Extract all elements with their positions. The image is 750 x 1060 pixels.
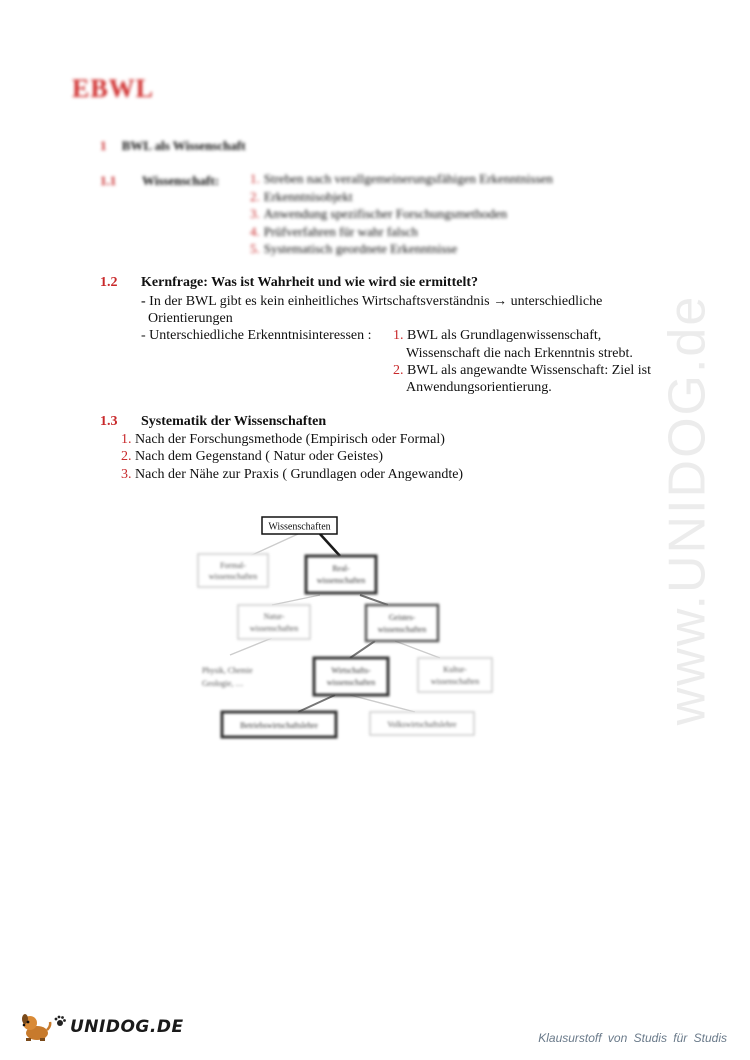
item-text: Systematisch geordnete Erkenntnisse: [263, 241, 458, 256]
interest-item-1-cont: Wissenschaft die nach Erkenntnis strebt.: [406, 346, 633, 361]
node-label: wissenschaften: [316, 576, 366, 585]
node-label: wissenschaften: [430, 677, 480, 686]
document-title: EBWL: [72, 74, 155, 103]
node-wirtschafts: [314, 658, 388, 695]
item-number: 5.: [250, 241, 260, 256]
item-text: BWL als angewandte Wissenschaft: Ziel ist: [407, 363, 651, 378]
interest-item-1: [393, 327, 601, 345]
node-label: Real-: [332, 564, 350, 573]
systematik-item-2: [121, 448, 383, 466]
node-label: Geistes-: [388, 613, 416, 622]
item-number: 3.: [121, 467, 132, 482]
node-label: wissenschaften: [326, 678, 376, 687]
node-label: Volkswirtschaftslehre: [387, 720, 457, 729]
dog-icon: [20, 1012, 52, 1042]
section-1-2-bullet-2: - Unterschiedliche Erkenntnisinteressen :: [141, 328, 372, 343]
list-item: [250, 240, 553, 258]
section-1-1-number: 1.1: [100, 173, 117, 188]
node-label: Wissenschaften: [268, 521, 331, 533]
node-label: Natur-: [263, 612, 285, 621]
node-label: Wirtschafts-: [331, 666, 371, 675]
interest-item-2: [393, 362, 651, 380]
watermark-text: www.UNIDOG.de: [658, 294, 716, 726]
section-1-2-heading: Kernfrage: Was ist Wahrheit und wie wird sie ermittelt?: [141, 275, 478, 290]
section-1-2-bullet-1-cont: Orientierungen: [148, 311, 233, 326]
section-1-3-number: 1.3: [100, 414, 118, 429]
item-number: 1.: [250, 171, 260, 186]
node-kultur: [418, 658, 492, 692]
item-text: Erkenntnisobjekt: [263, 188, 353, 204]
footer-tagline: Klausurstoff von Studis für Studis: [538, 1031, 727, 1045]
list-item: [250, 170, 553, 188]
interest-item-2-cont: Anwendungsorientierung.: [406, 380, 552, 395]
node-label: Physik, Chemie: [202, 666, 253, 675]
node-label: Kultur-: [443, 665, 467, 674]
node-label: Geologie, …: [202, 679, 244, 688]
node-label: Betriebswirtschaftslehre: [240, 721, 318, 730]
node-natur: [238, 605, 310, 639]
item-number: 3.: [250, 206, 260, 221]
item-number: 2.: [393, 363, 404, 378]
node-real: [306, 556, 376, 593]
item-text: Nach der Nähe zur Praxis ( Grundlagen oder Angewandte): [135, 467, 464, 482]
section-1-2-bullet-1: [141, 293, 602, 311]
node-label: wissenschaften: [249, 624, 299, 633]
science-tree-diagram: [190, 510, 510, 745]
item-number: 2.: [250, 188, 260, 204]
paw-icon: [54, 1015, 66, 1027]
section-1-1-label: Wissenschaft:: [142, 173, 220, 188]
node-wissenschaften: [262, 517, 337, 534]
systematik-item-3: [121, 466, 463, 484]
systematik-item-1: [121, 431, 445, 449]
item-text: BWL als Grundlagenwissenschaft,: [407, 328, 602, 343]
section-1-1-list: [250, 170, 553, 258]
section-1-title: BWL als Wissenschaft: [121, 138, 246, 153]
logo-text: UNIDOG.DE: [70, 1017, 184, 1037]
list-item: [250, 188, 553, 206]
list-item: [250, 223, 553, 241]
item-text: Nach dem Gegenstand ( Natur oder Geistes): [135, 449, 384, 464]
item-text: Nach der Forschungsmethode (Empirisch oder Formal): [135, 432, 445, 447]
item-text: Anwendung spezifischer Forschungsmethoden: [263, 206, 508, 221]
item-number: 2.: [121, 449, 132, 464]
item-number: 4.: [250, 223, 260, 239]
bullet-text: In der BWL gibt es kein einheitliches Wirtschaftsverständnis → unterschiedliche: [149, 294, 603, 309]
node-label: wissenschaften: [208, 572, 258, 581]
node-physik: [202, 666, 253, 688]
unidog-logo: [20, 1012, 184, 1042]
node-formal: [198, 554, 268, 587]
section-1-heading: [100, 138, 246, 154]
item-number: 1.: [121, 432, 132, 447]
section-1-3-heading: Systematik der Wissenschaften: [141, 414, 327, 429]
node-vwl: [370, 712, 474, 735]
node-label: Formal-: [220, 561, 246, 570]
section-1-2-number: 1.2: [100, 275, 118, 290]
node-label: wissenschaften: [377, 625, 427, 634]
section-1-number: 1: [100, 138, 107, 153]
node-bwl: [222, 712, 336, 737]
item-text: Prüfverfahren für wahr falsch: [263, 223, 418, 239]
item-number: 1.: [393, 328, 404, 343]
item-text: Streben nach verallgemeinerungsfähigen Erkenntnissen: [263, 171, 553, 186]
list-item: [250, 205, 553, 223]
node-geistes: [366, 605, 438, 641]
bullet-dash: -: [141, 294, 146, 309]
watermark: [652, 280, 722, 740]
